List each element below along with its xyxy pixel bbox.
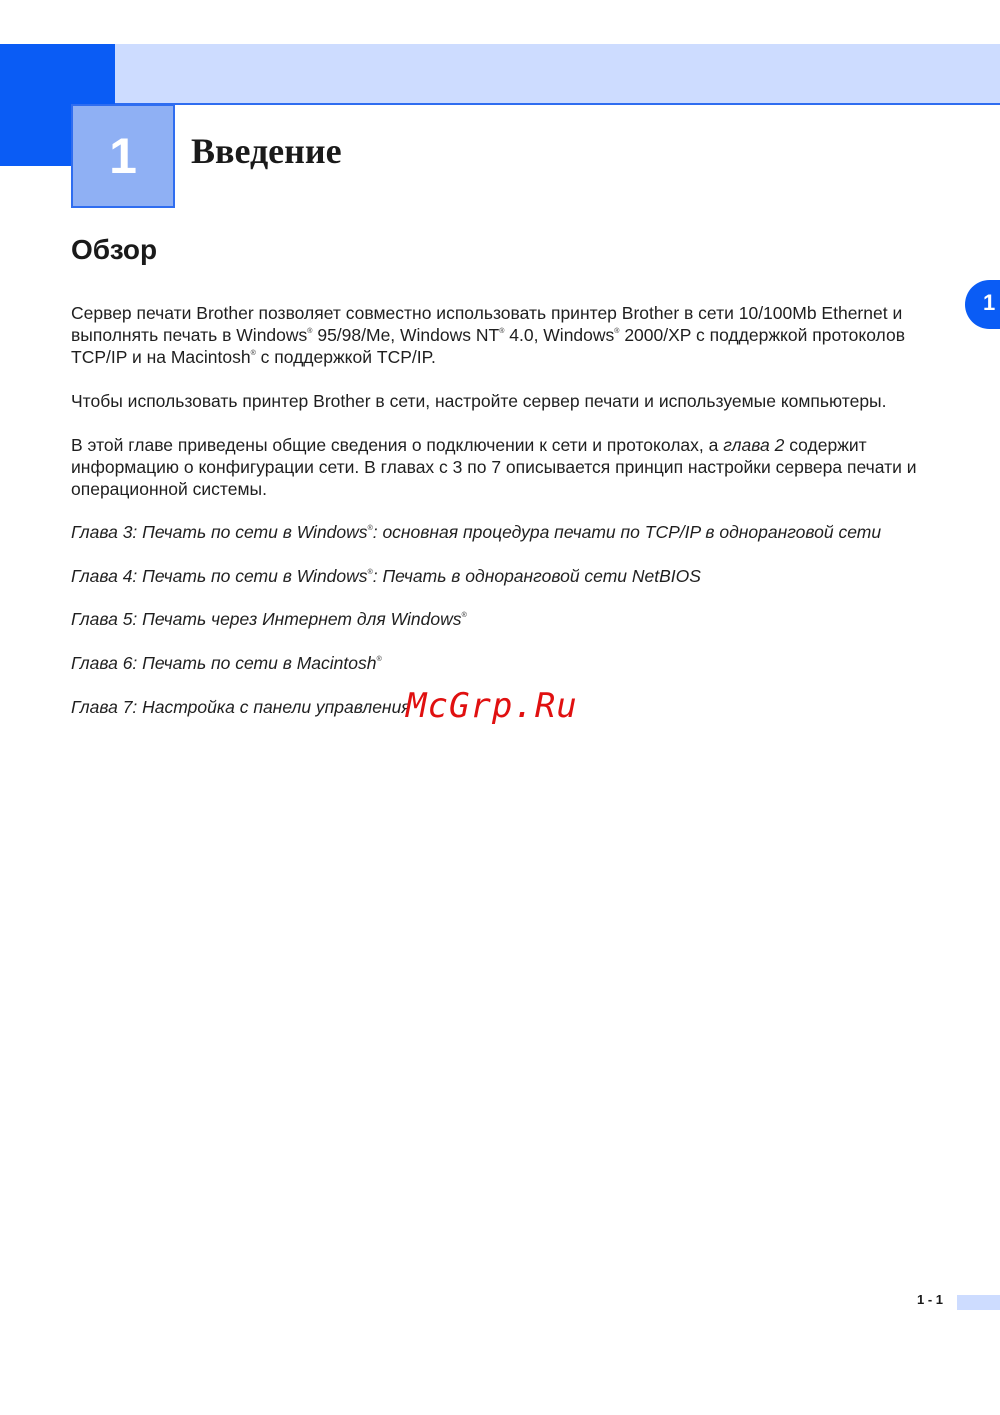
chapter-title: Введение bbox=[191, 131, 342, 171]
registered-mark: ® bbox=[307, 328, 313, 335]
intro-text-c: 4.0, Windows bbox=[504, 325, 615, 345]
overview-text-a: В этой главе приведены общие сведения о подключении к сети и протоколах, а bbox=[71, 435, 724, 455]
intro-text-a: Сервер печати Brother позволяет совместно использовать принтер Brother в сети 10/100Mb Ethernet и выполнять печать в Windows bbox=[71, 303, 903, 345]
chapter-3-text-a: Глава 3: Печать по сети в Windows bbox=[71, 522, 368, 542]
intro-text-b: 95/98/Me, Windows NT bbox=[312, 325, 500, 345]
chapter-4-item[interactable] bbox=[71, 565, 701, 587]
watermark: McGrp.Ru bbox=[406, 686, 578, 726]
intro-text-d: 2000/XP с поддержкой протоколов TCP/IP и на Macintosh bbox=[71, 325, 905, 367]
registered-mark: ® bbox=[250, 350, 256, 357]
registered-mark: ® bbox=[376, 656, 382, 663]
chapter-number: 1 bbox=[109, 128, 137, 184]
chapter-number-box bbox=[71, 104, 175, 208]
chapter-5-item[interactable] bbox=[71, 608, 467, 630]
section-title: Обзор bbox=[71, 234, 158, 265]
footer-bar bbox=[957, 1295, 1000, 1310]
side-tab-label: 1 bbox=[983, 290, 996, 315]
chapter-4-text-b: : Печать в одноранговой сети NetBIOS bbox=[372, 566, 701, 586]
chapter-4-text-a: Глава 4: Печать по сети в Windows bbox=[71, 566, 368, 586]
registered-mark: ® bbox=[461, 612, 467, 619]
header-band-light bbox=[115, 44, 1000, 105]
chapter-6-item[interactable] bbox=[71, 652, 382, 674]
chapter-3-text-b: : основная процедура печати по TCP/IP в одноранговой сети bbox=[372, 522, 882, 542]
chapter-7-text: Глава 7: Настройка с панели управления bbox=[71, 697, 411, 717]
paragraph-overview bbox=[71, 434, 956, 500]
registered-mark: ® bbox=[367, 525, 373, 532]
chapter-7-item[interactable] bbox=[71, 696, 411, 718]
paragraph-intro bbox=[71, 302, 956, 368]
overview-text-c: содержит информацию о конфигурации сети. В главах с 3 по 7 описывается принцип настройки сервера печати и операционной системы. bbox=[71, 435, 917, 499]
registered-mark: ® bbox=[614, 328, 620, 335]
chapter-6-text: Глава 6: Печать по сети в Macintosh bbox=[71, 653, 377, 673]
paragraph-setup: Чтобы использовать принтер Brother в сети, настройте сервер печати и используемые компьютеры. bbox=[71, 391, 887, 411]
chapter-5-text: Глава 5: Печать через Интернет для Windows bbox=[71, 609, 462, 629]
registered-mark: ® bbox=[367, 569, 373, 576]
chapter-3-item[interactable] bbox=[71, 521, 881, 543]
chapter-side-tab[interactable] bbox=[965, 280, 1000, 329]
page-number: 1 - 1 bbox=[917, 1292, 944, 1307]
registered-mark: ® bbox=[499, 328, 505, 335]
chapter-2-reference[interactable]: глава 2 bbox=[723, 435, 785, 455]
intro-text-e: с поддержкой TCP/IP. bbox=[255, 347, 436, 367]
